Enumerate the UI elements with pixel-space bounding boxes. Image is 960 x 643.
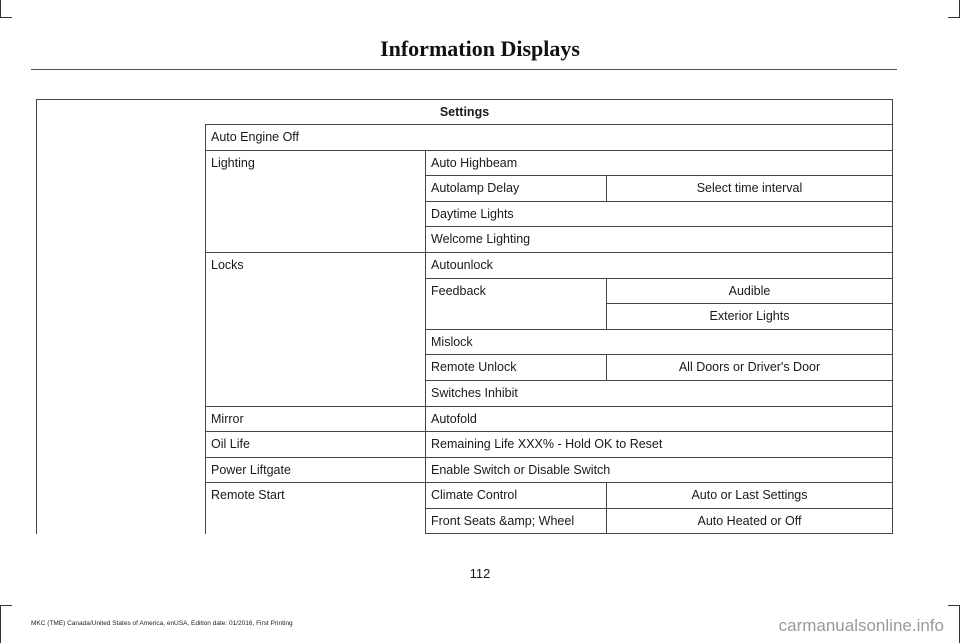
- table-row: [205, 482, 893, 508]
- table-row: [606, 303, 893, 329]
- crop-mark-bottom-left: [0, 605, 1, 643]
- column-divider: [606, 355, 607, 380]
- table-cell: Mirror: [211, 411, 244, 426]
- crop-mark-bottom-left: [0, 605, 12, 606]
- crop-mark-bottom-right: [948, 605, 960, 606]
- title-divider: [31, 69, 897, 70]
- settings-table: [36, 99, 893, 528]
- table-border: [425, 533, 893, 534]
- table-row: [205, 457, 893, 483]
- table-border: [425, 150, 426, 534]
- table-row: [425, 175, 893, 201]
- crop-mark-top-right: [948, 17, 960, 18]
- table-cell: Autofold: [431, 411, 477, 426]
- table-header: Settings: [36, 99, 893, 124]
- watermark: carmanualsonline.info: [778, 616, 944, 635]
- page-number: 112: [469, 566, 491, 581]
- table-row: [205, 150, 893, 176]
- column-divider: [606, 279, 607, 304]
- table-cell: Feedback: [431, 283, 486, 298]
- crop-mark-top-left: [0, 17, 12, 18]
- table-cell: Welcome Lighting: [431, 232, 531, 247]
- table-cell: Lighting: [211, 155, 255, 170]
- table-row: [425, 380, 893, 406]
- table-cell: Remote Unlock: [431, 360, 517, 375]
- table-row: [205, 124, 893, 150]
- table-cell: Select time interval: [696, 181, 803, 196]
- edition-info: MKC (TME) Canada/United States of America, enUSA, Edition date: 01/2016, First Printing: [31, 620, 293, 627]
- table-cell: Auto Engine Off: [211, 130, 300, 144]
- table-cell: Front Seats &amp; Wheel: [431, 514, 575, 528]
- column-divider: [606, 483, 607, 508]
- column-divider: [606, 176, 607, 201]
- table-cell: Auto Highbeam: [431, 155, 518, 170]
- table-row: [425, 508, 893, 534]
- table-cell: Audible: [728, 283, 771, 298]
- table-row: [205, 252, 893, 278]
- crop-mark-top-left: [0, 0, 1, 18]
- table-row: [425, 226, 893, 252]
- table-cell: Locks: [211, 258, 244, 272]
- column-divider: [606, 509, 607, 534]
- table-cell: Autounlock: [431, 258, 493, 272]
- table-cell: Autolamp Delay: [431, 181, 520, 196]
- table-cell: Auto Heated or Off: [697, 514, 802, 528]
- table-border: [36, 124, 37, 534]
- table-row: [205, 406, 893, 432]
- table-cell: Auto or Last Settings: [691, 488, 808, 503]
- page-title: Information Displays: [380, 36, 580, 61]
- table-cell: Oil Life: [211, 437, 250, 452]
- table-border: [606, 303, 607, 329]
- table-row: [425, 329, 893, 355]
- table-cell: All Doors or Driver's Door: [678, 360, 821, 375]
- table-cell: Switches Inhibit: [431, 386, 518, 400]
- table-cell: Mislock: [431, 334, 473, 349]
- table-cell: Daytime Lights: [431, 206, 514, 221]
- table-row: [425, 201, 893, 227]
- table-cell: Climate Control: [431, 488, 518, 503]
- table-row: [425, 278, 893, 304]
- table-row: [205, 431, 893, 457]
- table-cell: Remaining Life XXX% - Hold OK to Reset: [431, 437, 663, 452]
- table-cell: Exterior Lights: [709, 309, 790, 324]
- table-row: [425, 354, 893, 380]
- table-cell: Remote Start: [211, 488, 285, 503]
- table-cell: Power Liftgate: [211, 462, 291, 477]
- table-cell: Enable Switch or Disable Switch: [431, 462, 611, 477]
- table-border: [205, 124, 206, 534]
